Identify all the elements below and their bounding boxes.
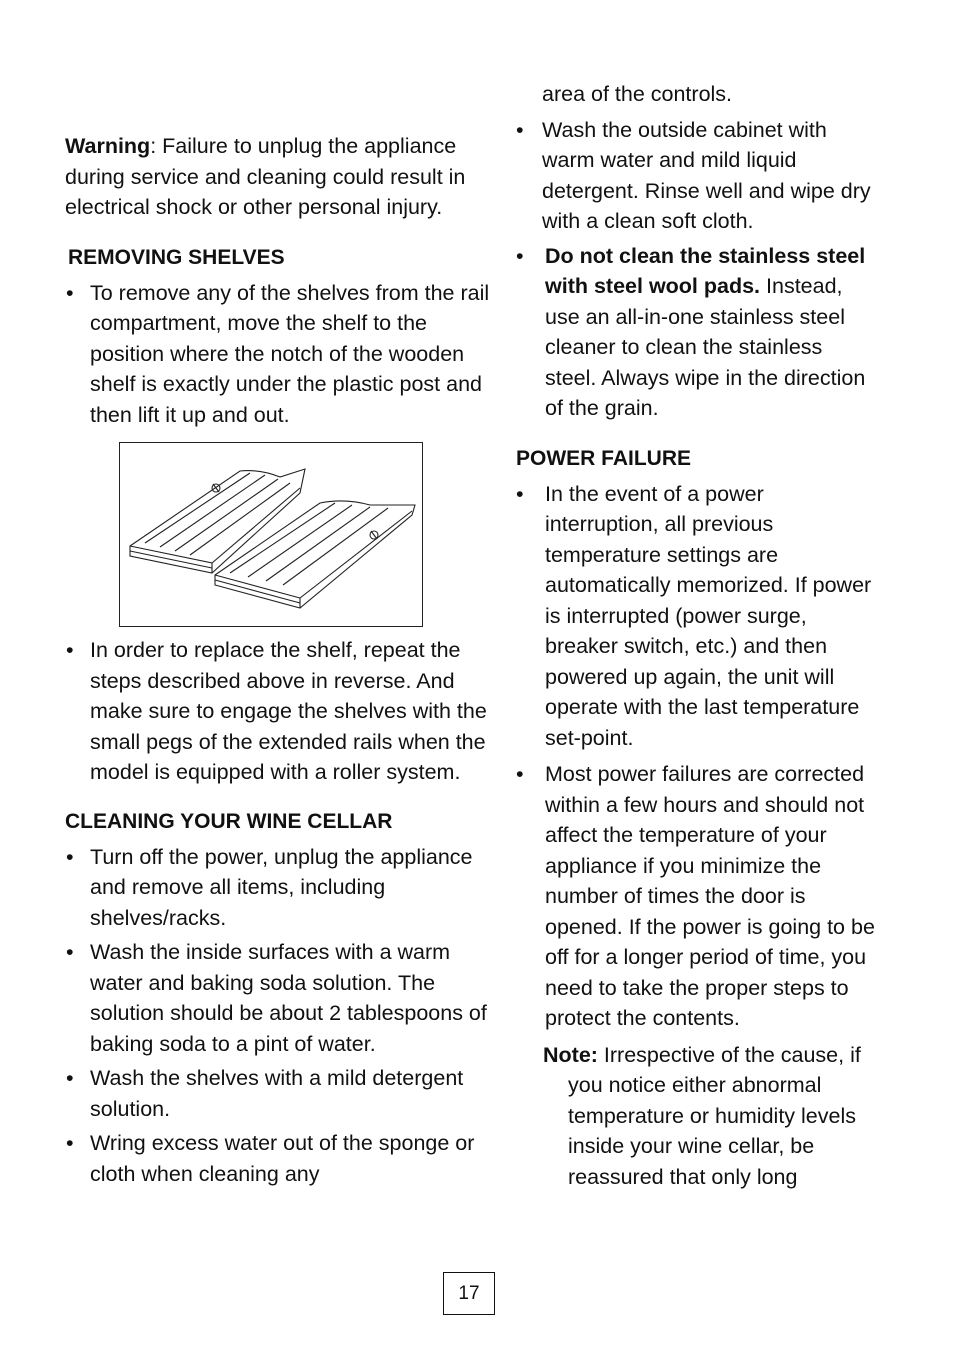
shelf-illustration — [119, 442, 423, 627]
list-item: • Wash the inside surfaces with a warm water and baking soda solution. The solution should be about 2 tablespoons of baking soda to a pint of water. — [65, 937, 490, 1059]
bullet-icon: • — [516, 243, 524, 268]
removing-shelves-list — [65, 278, 490, 431]
page-number: 17 — [443, 1272, 495, 1315]
list-item: • In the event of a power interruption, all previous temperature settings are automatically memorized. If power is interrupted (power surge, breaker switch, etc.) and then powered up again, the unit will operate with the last temperature set-point. — [516, 479, 876, 754]
list-item: • Most power failures are corrected within a few hours and should not affect the temperature of your appliance if you minimize the number of times the door is opened. If the power is going to be off for a longer period of time, you need to take the proper steps to protect the contents. — [516, 759, 876, 1034]
bullet-icon: • — [516, 762, 524, 786]
right-column — [516, 79, 876, 1192]
list-item: • Wring excess water out of the sponge or cloth when cleaning any — [65, 1128, 490, 1189]
bullet-icon: • — [516, 481, 524, 506]
list-item — [516, 241, 876, 424]
note-text: Irrespective of the cause, if you notice either abnormal temperature or humidity levels inside your wine cellar, be reassured that only long — [568, 1042, 861, 1189]
left-column — [65, 131, 490, 1189]
bullet-icon: • — [66, 280, 74, 305]
steel-warning-text: Instead, use an all-in-one stainless steel cleaner to clean the stainless steel. Always wipe in the direction of the grain. — [545, 274, 866, 420]
bullet-icon: • — [66, 1066, 74, 1090]
warning-text: : Failure to unplug the appliance during service and cleaning could result in electrical shock or other personal injury. — [65, 134, 466, 219]
bullet-icon: • — [66, 844, 74, 869]
warning-paragraph — [65, 131, 490, 223]
continuation-text: area of the controls. — [542, 82, 733, 106]
replace-shelf-list — [65, 635, 490, 788]
note-paragraph — [542, 1040, 876, 1193]
power-failure-heading: POWER FAILURE — [516, 446, 692, 470]
steel-warning-bold: Do not clean the stainless steel with steel wool pads. — [545, 243, 866, 298]
bullet-icon: • — [516, 117, 524, 142]
list-item: • Turn off the power, unplug the appliance and remove all items, including shelves/racks. — [65, 842, 490, 934]
list-item: • To remove any of the shelves from the rail compartment, move the shelf to the position where the notch of the wooden shelf is exactly under the plastic post and then lift it up and out. — [65, 278, 490, 431]
outside-cleaning-list — [516, 115, 876, 424]
power-failure-list — [516, 479, 876, 1034]
note-label: Note: — [543, 1042, 598, 1067]
list-item: • In order to replace the shelf, repeat the steps described above in reverse. And make sure to engage the shelves with the small pegs of the extended rails when the model is equipped with a roller system. — [65, 635, 490, 788]
cleaning-heading: CLEANING YOUR WINE CELLAR — [65, 809, 393, 833]
warning-label: Warning — [65, 134, 151, 158]
bullet-icon: • — [66, 940, 74, 964]
wooden-shelves-drawing — [120, 443, 422, 626]
removing-shelves-heading: REMOVING SHELVES — [68, 245, 285, 269]
bullet-icon: • — [66, 1131, 74, 1155]
list-item: • Wash the outside cabinet with warm water and mild liquid detergent. Rinse well and wipe dry with a clean soft cloth. — [516, 115, 876, 237]
list-item: • Wash the shelves with a mild detergent solution. — [65, 1063, 490, 1124]
bullet-icon: • — [66, 638, 74, 662]
cleaning-list — [65, 842, 490, 1190]
